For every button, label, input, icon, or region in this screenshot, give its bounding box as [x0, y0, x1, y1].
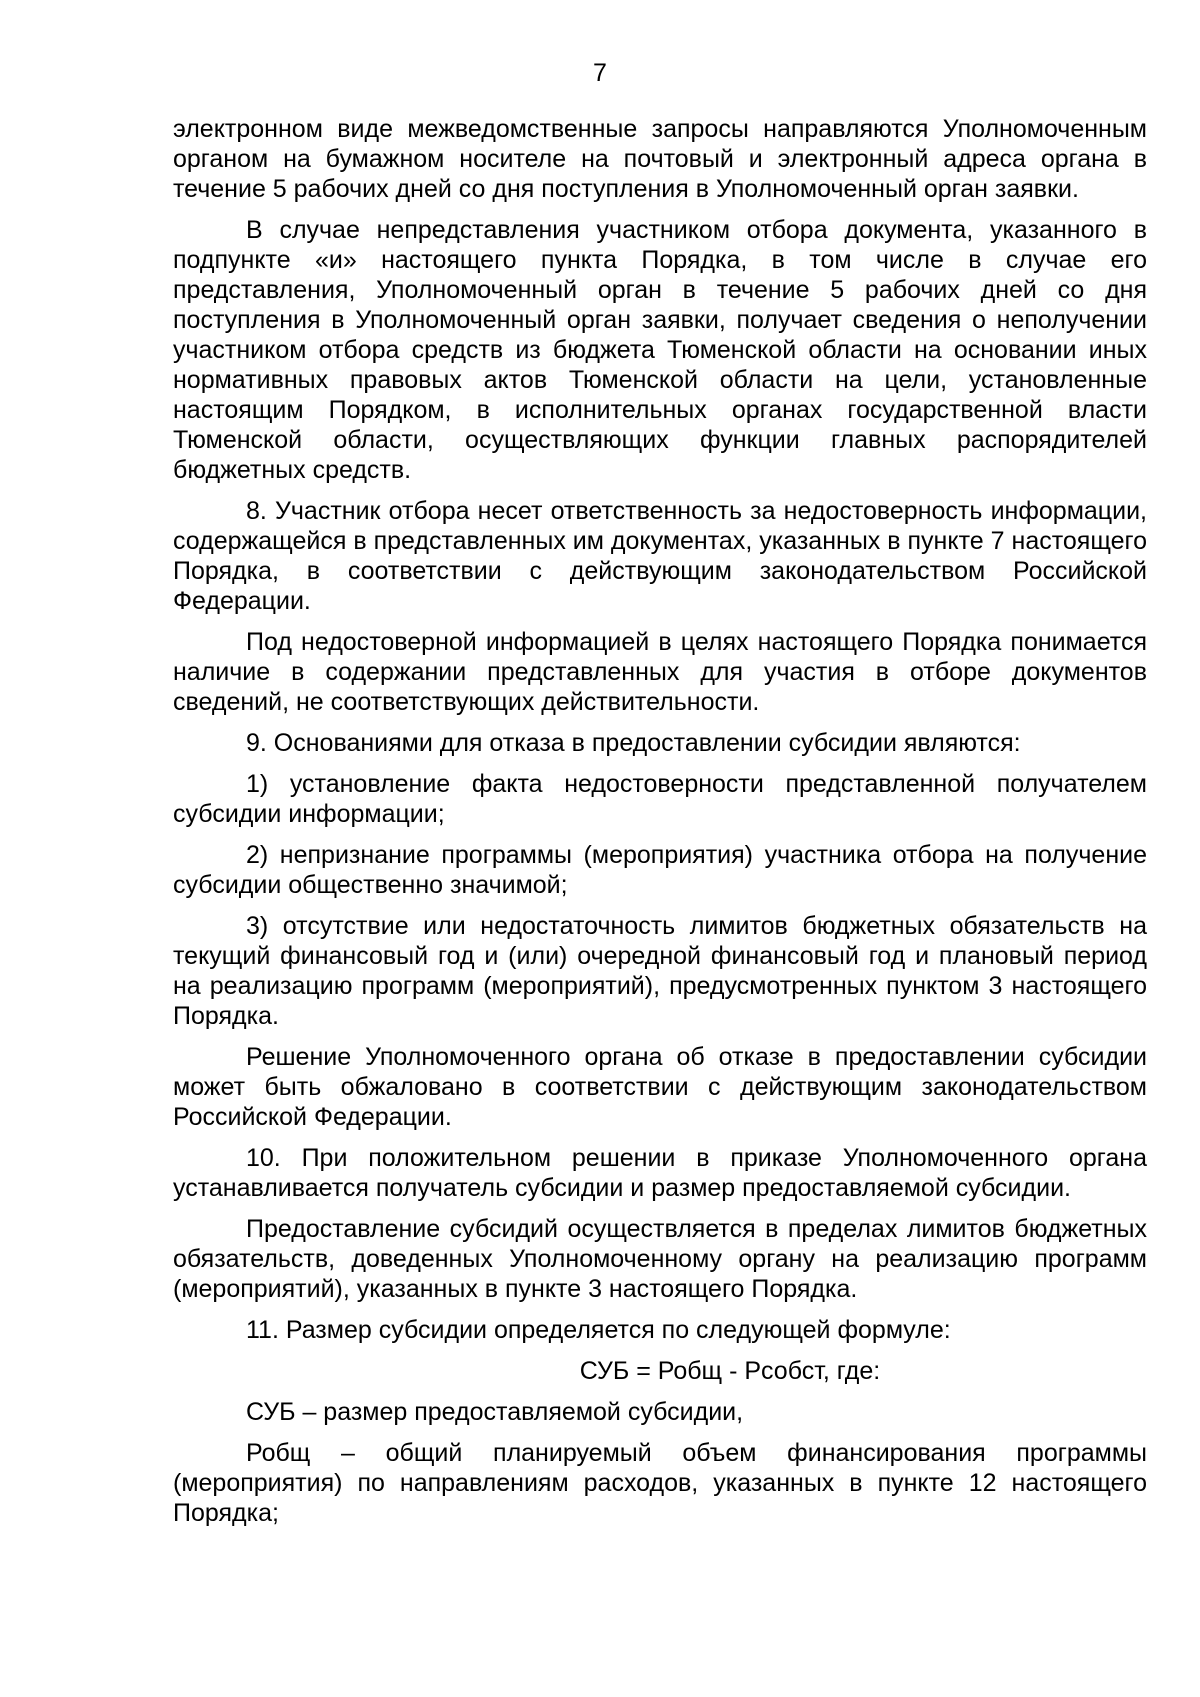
paragraph-item-11: 11. Размер субсидии определяется по следующей формуле:	[246, 1316, 951, 1344]
paragraph-continuation: электронном виде межведомственные запросы направляются Уполномоченным органом на бумажном носителе на почтовый и электронный адреса органа в течение 5 рабочих дней со дня поступления в Уполномоченный орган заявки.	[173, 115, 1147, 203]
paragraph-item-8: 8. Участник отбора несет ответственность за недостоверность информации, содержащейся в представленных им документах, указанных в пункте 7 настоящего Порядка, в соответствии с действующим законодательством Российской Федерации.	[173, 497, 1147, 615]
paragraph-reason-3: 3) отсутствие или недостаточность лимитов бюджетных обязательств на текущий финансовый год и (или) очередной финансовый год и плановый период на реализацию программ (мероприятий), предусмотренных пунктом 3 настоящего Порядка.	[173, 912, 1147, 1030]
paragraph-reason-2: 2) непризнание программы (мероприятия) участника отбора на получение субсидии общественно значимой;	[173, 841, 1147, 899]
paragraph-false-info-definition: Под недостоверной информацией в целях настоящего Порядка понимается наличие в содержании представленных для участия в отборе документов сведений, не соответствующих действительности.	[173, 628, 1147, 716]
formula: СУБ = Робщ - Рсобст, где:	[579, 1357, 881, 1385]
paragraph-nonsubmission: В случае непредставления участником отбора документа, указанного в подпункте «и» настоящего пункта Порядка, в том числе в случае его представления, Уполномоченный орган в течение 5 рабочих дней со дня поступления в Уполномоченный орган заявки, получает сведения о неполучении участником отбора средств из бюджета Тюменской области на основании иных нормативных правовых актов Тюменской области на цели, установленные настоящим Порядком, в исполнительных органах государственной власти Тюменской области, осуществляющих функции главных распорядителей бюджетных средств.	[173, 216, 1147, 484]
paragraph-robsh-definition: Робщ – общий планируемый объем финансирования программы (мероприятия) по направлениям расходов, указанных в пункте 12 настоящего Порядка;	[173, 1439, 1147, 1527]
paragraph-reason-1: 1) установление факта недостоверности представленной получателем субсидии информации;	[173, 770, 1147, 828]
paragraph-item-10: 10. При положительном решении в приказе Уполномоченного органа устанавливается получатель субсидии и размер предоставляемой субсидии.	[173, 1144, 1147, 1202]
paragraph-limits: Предоставление субсидий осуществляется в пределах лимитов бюджетных обязательств, доведенных Уполномоченному органу на реализацию программ (мероприятий), указанных в пункте 3 настоящего Порядка.	[173, 1215, 1147, 1303]
paragraph-item-9: 9. Основаниями для отказа в предоставлении субсидии являются:	[246, 729, 1021, 757]
paragraph-sub-definition: СУБ – размер предоставляемой субсидии,	[246, 1398, 744, 1426]
document-body	[173, 114, 1147, 1539]
page-number: 7	[593, 59, 607, 87]
paragraph-appeal: Решение Уполномоченного органа об отказе в предоставлении субсидии может быть обжаловано в соответствии с действующим законодательством Российской Федерации.	[173, 1043, 1147, 1131]
